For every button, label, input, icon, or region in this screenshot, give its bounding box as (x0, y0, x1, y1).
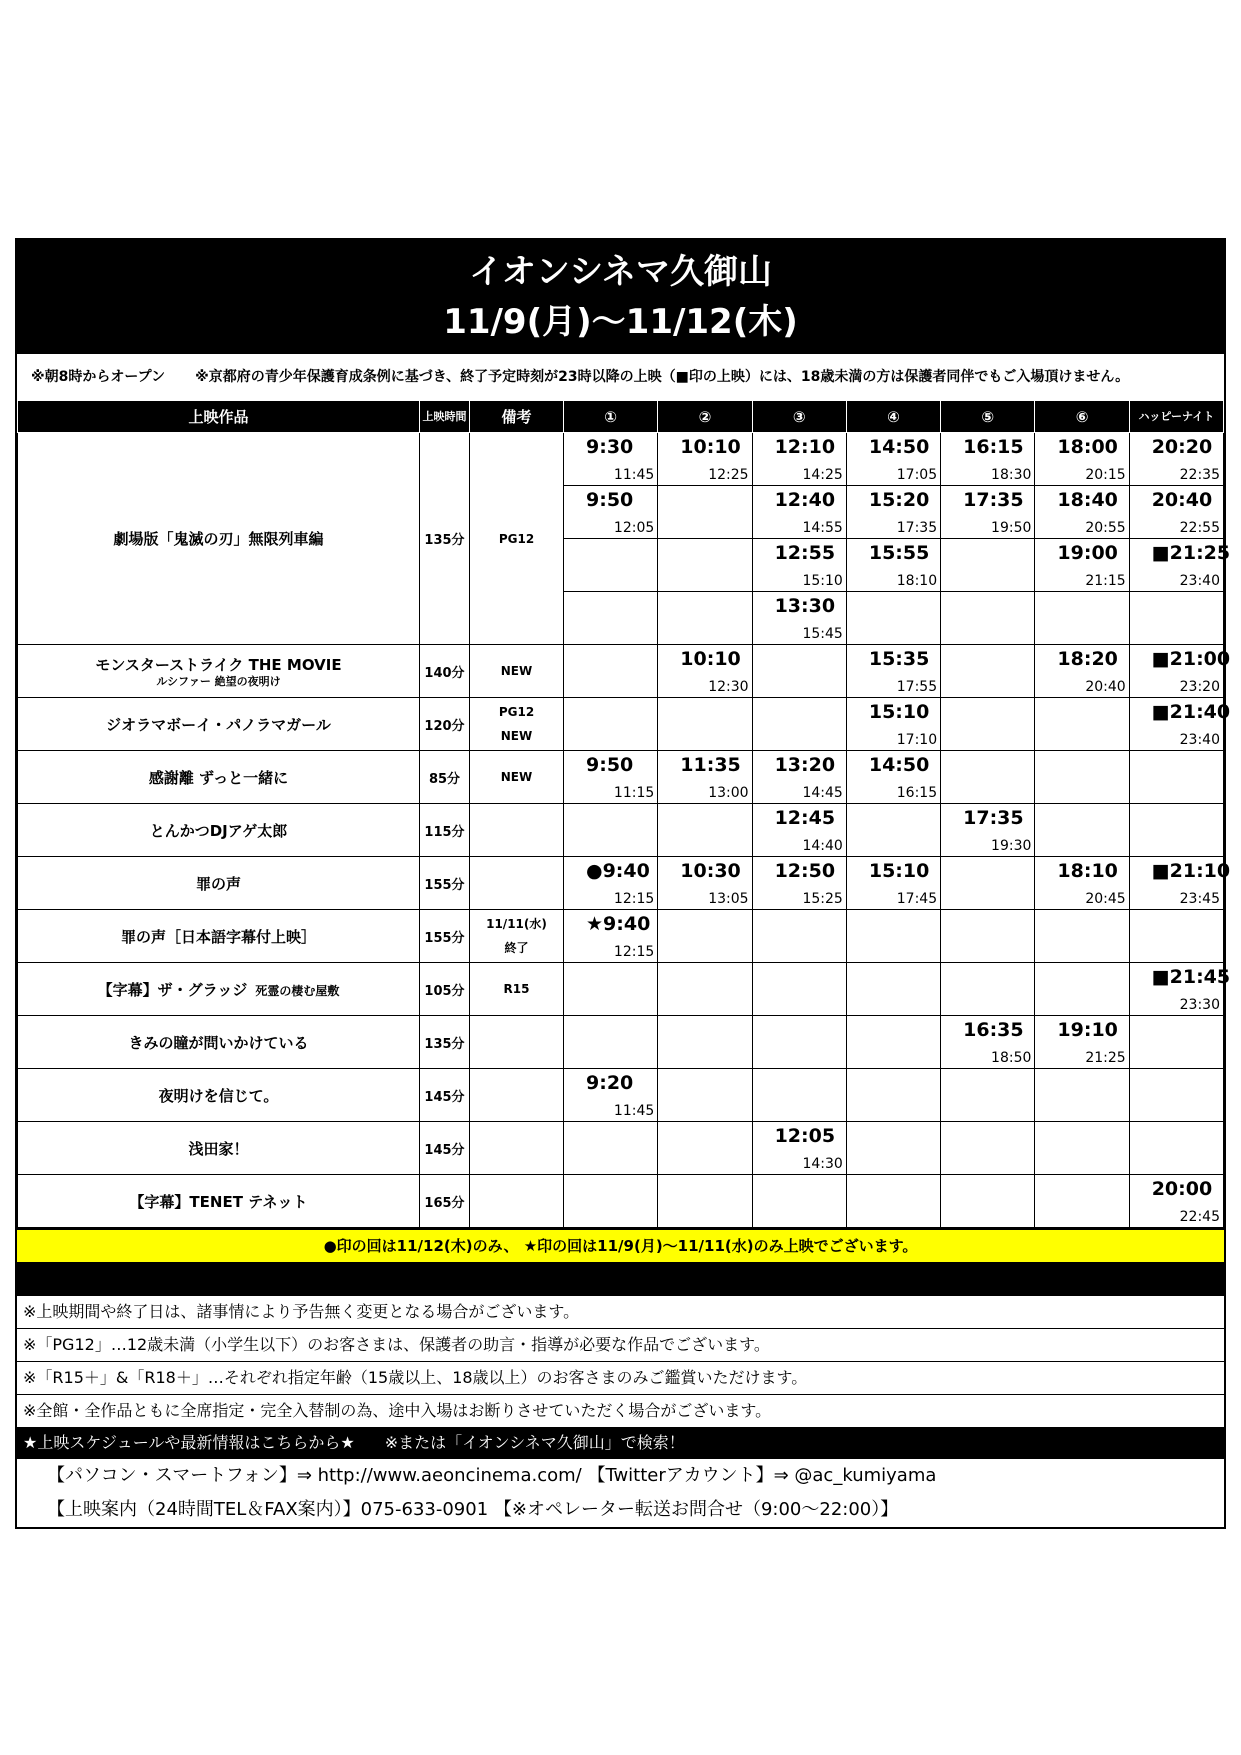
showtime-cell (658, 539, 752, 592)
showtime-cell (1129, 804, 1223, 857)
end-time: 17:10 (896, 732, 938, 748)
showtime-cell (752, 910, 846, 963)
showtime-cell[interactable] (752, 592, 846, 645)
showtime-cell (564, 539, 658, 592)
movie-notes (470, 1016, 564, 1069)
end-time: 21:25 (1085, 1050, 1126, 1066)
end-time: 12:25 (708, 467, 749, 483)
table-row (18, 751, 1224, 804)
start-time: 12:05 (774, 1125, 836, 1147)
showtime-cell (846, 963, 940, 1016)
info-bar (17, 1427, 1224, 1459)
showtime-cell (1129, 910, 1223, 963)
start-time: ★9:40 (586, 913, 651, 935)
showtime-cell (941, 910, 1035, 963)
movie-note: 11/11(水) (486, 917, 547, 931)
showtime-cell[interactable] (1129, 857, 1231, 910)
movie-notes (470, 751, 564, 804)
movie-title-cell (18, 1016, 420, 1069)
showtime-cell (1035, 592, 1129, 645)
end-time: 23:40 (1179, 732, 1220, 748)
movie-title: モンスターストライク THE MOVIE (95, 655, 342, 674)
showtime-cell (564, 1016, 658, 1069)
movie-length: 105分 (420, 963, 470, 1016)
showtime-cell (564, 1122, 658, 1175)
movie-notes (470, 857, 564, 910)
end-time: 11:45 (613, 467, 655, 483)
start-time: 17:35 (963, 489, 1024, 511)
movie-title-cell (18, 1069, 420, 1122)
showtime-cell (846, 1175, 940, 1228)
showtime-cell (941, 857, 1035, 910)
showtime-cell[interactable] (846, 645, 940, 698)
showtime-cell[interactable] (752, 539, 846, 592)
movie-subtitle: ルシファー 絶望の夜明け (156, 674, 281, 688)
showtime-cell (658, 963, 752, 1016)
end-time: 12:15 (613, 944, 655, 960)
end-time: 14:55 (802, 520, 843, 536)
showtime-cell[interactable] (564, 486, 658, 539)
showtime-cell (941, 539, 1035, 592)
showtime-cell[interactable] (752, 1122, 846, 1175)
movie-length: 165分 (420, 1175, 470, 1228)
movie-notes (470, 804, 564, 857)
showtime-cell (941, 1122, 1035, 1175)
start-time: 15:20 (868, 489, 930, 511)
showtime-cell (1035, 698, 1129, 751)
end-time: 20:55 (1085, 520, 1126, 536)
showtime-cell (752, 963, 846, 1016)
movie-length: 115分 (420, 804, 470, 857)
showtime-cell (1129, 1122, 1223, 1175)
end-time: 20:45 (1085, 891, 1126, 907)
movie-length: 155分 (420, 910, 470, 963)
contact-phone: 【上映案内（24時間TEL＆FAX案内）】075-633-0901 【※オペレーター転送お問合せ（9:00〜22:00）】 (47, 1499, 899, 1520)
showtime-cell[interactable] (658, 857, 752, 910)
movie-notes (470, 910, 564, 963)
showtime-cell[interactable] (846, 433, 940, 486)
showtime-cell (941, 751, 1035, 804)
showtime-cell[interactable] (1129, 486, 1223, 539)
showtime-cell (564, 804, 658, 857)
start-time: 13:20 (774, 754, 836, 776)
start-time: 15:10 (868, 860, 930, 882)
ordinance-notice: ※京都府の青少年保護育成条例に基づき、終了予定時刻が23時以降の上映（■印の上映）には、18歳未満の方は保護者同伴でもご入場頂けません。 (195, 369, 1130, 385)
showtime-cell[interactable] (1035, 857, 1129, 910)
end-time: 15:45 (802, 626, 843, 642)
showtime-cell[interactable] (564, 910, 658, 963)
end-time: 23:45 (1179, 891, 1220, 907)
showtime-cell (658, 1069, 752, 1122)
showtime-cell[interactable] (564, 1069, 658, 1122)
showtime-cell[interactable] (658, 433, 752, 486)
end-time: 23:40 (1179, 573, 1220, 589)
start-time: ■21:00 (1151, 648, 1231, 670)
info-search: ※または「イオンシネマ久御山」で検索！ (384, 1433, 685, 1452)
showtime-cell[interactable] (1129, 1175, 1223, 1228)
showtime-cell (658, 698, 752, 751)
showtime-cell (1035, 1069, 1129, 1122)
showtime-cell[interactable] (1129, 433, 1223, 486)
end-time: 19:30 (991, 838, 1032, 854)
movie-title: 感謝離 ずっと一緒に (148, 768, 289, 787)
showtime-cell (564, 592, 658, 645)
start-time: 18:00 (1057, 436, 1118, 458)
showtime-cell (658, 910, 752, 963)
showtime-cell (564, 645, 658, 698)
start-time: 18:40 (1057, 489, 1118, 511)
start-time: 17:35 (963, 807, 1024, 829)
start-time: ■21:40 (1151, 701, 1231, 723)
table-row (18, 645, 1224, 698)
start-time: 9:30 (586, 436, 634, 458)
col-note: 備考 (470, 401, 564, 433)
end-time: 15:10 (802, 573, 843, 589)
showtime-cell[interactable] (1035, 1016, 1129, 1069)
col-length: 上映時間 (420, 401, 470, 433)
end-time: 11:15 (613, 785, 655, 801)
start-time: 16:15 (963, 436, 1024, 458)
showtime-cell (752, 1069, 846, 1122)
remark-2: ※「PG12」…12歳未満（小学生以下）のお客さまは、保護者の助言・指導が必要な作品でございます。 (17, 1328, 1224, 1361)
end-time: 12:05 (613, 520, 655, 536)
table-row (18, 857, 1224, 910)
showtime-cell (1035, 1122, 1129, 1175)
start-time: 19:10 (1057, 1019, 1118, 1041)
showtime-cell[interactable] (1129, 645, 1231, 698)
start-time: 18:20 (1057, 648, 1118, 670)
showtime-cell (941, 645, 1035, 698)
start-time: 12:45 (774, 807, 836, 829)
showtime-cell (941, 1069, 1035, 1122)
start-time: 13:30 (774, 595, 836, 617)
end-time: 18:50 (991, 1050, 1032, 1066)
movie-length: 135分 (420, 1016, 470, 1069)
end-time: 14:45 (802, 785, 843, 801)
end-time: 12:15 (613, 891, 655, 907)
showtime-cell (846, 804, 940, 857)
col-happy-night: ハッピーナイト (1129, 401, 1223, 433)
start-time: 10:10 (680, 436, 741, 458)
showtime-cell[interactable] (752, 804, 846, 857)
info-schedule: ★上映スケジュールや最新情報はこちらから★ (23, 1433, 355, 1452)
movie-note: NEW (500, 729, 533, 743)
showtime-cell[interactable] (752, 857, 846, 910)
table-row (18, 1122, 1224, 1175)
end-time: 22:55 (1179, 520, 1220, 536)
movie-title-cell (18, 698, 420, 751)
legend: ●印の回は11/12(木)のみ、 ★印の回は11/9(月)〜11/11(水)のみ上映でございます。 (17, 1228, 1224, 1262)
showtime-cell (846, 1069, 940, 1122)
movie-length: 155分 (420, 857, 470, 910)
start-time: 15:55 (868, 542, 930, 564)
end-time: 14:40 (802, 838, 843, 854)
showtime-cell[interactable] (1035, 486, 1129, 539)
showtime-cell[interactable] (846, 751, 940, 804)
end-time: 17:45 (896, 891, 938, 907)
showtime-cell (846, 592, 940, 645)
end-time: 14:25 (802, 467, 843, 483)
end-time: 14:30 (802, 1156, 843, 1172)
showtime-cell[interactable] (941, 1016, 1035, 1069)
open-notice: ※朝8時からオープン (31, 369, 166, 385)
showtime-cell (564, 963, 658, 1016)
movie-notes (470, 1122, 564, 1175)
start-time: ●9:40 (586, 860, 650, 882)
col-slot-6: ⑥ (1035, 401, 1129, 433)
showtime-cell[interactable] (846, 698, 940, 751)
start-time: 10:30 (680, 860, 741, 882)
showtime-cell (1129, 751, 1223, 804)
showtime-cell (752, 1175, 846, 1228)
col-slot-1: ① (564, 401, 658, 433)
movie-note: PG12 (498, 531, 535, 546)
contact-web: 【パソコン・スマートフォン】⇒ http://www.aeoncinema.com/ 【Twitterアカウント】⇒ @ac_kumiyama (47, 1465, 937, 1486)
movie-title-cell (18, 433, 420, 645)
showtime-cell[interactable] (564, 857, 658, 910)
movie-notes (470, 698, 564, 751)
showtime-cell (846, 910, 940, 963)
schedule-table (17, 400, 1231, 1228)
start-time: 9:20 (586, 1072, 634, 1094)
table-row (18, 804, 1224, 857)
col-title: 上映作品 (18, 401, 420, 433)
movie-title: 罪の声［日本語字幕付上映］ (120, 927, 316, 946)
showtime-cell (564, 698, 658, 751)
start-time: 10:10 (680, 648, 741, 670)
movie-notes (470, 1175, 564, 1228)
showtime-cell[interactable] (1035, 645, 1129, 698)
end-time: 22:35 (1179, 467, 1220, 483)
showtime-cell[interactable] (941, 486, 1035, 539)
showtime-cell[interactable] (941, 804, 1035, 857)
showtime-cell (564, 1175, 658, 1228)
movie-note: R15 (503, 982, 530, 996)
movie-length: 135分 (420, 433, 470, 645)
showtime-cell[interactable] (1129, 698, 1231, 751)
showtime-cell[interactable] (752, 751, 846, 804)
movie-title: 罪の声 (195, 874, 241, 893)
movie-title: 【字幕】TENET テネット (129, 1192, 308, 1211)
movie-title: 夜明けを信じて。 (158, 1086, 279, 1105)
movie-title: 【字幕】ザ・グラッジ (97, 980, 248, 999)
showtime-cell[interactable] (564, 433, 658, 486)
showtime-cell[interactable] (941, 433, 1035, 486)
start-time: 12:55 (774, 542, 836, 564)
start-time: ■21:45 (1151, 966, 1231, 988)
showtime-cell[interactable] (564, 751, 658, 804)
table-row (18, 963, 1224, 1016)
showtime-cell (941, 963, 1035, 1016)
end-time: 13:00 (708, 785, 749, 801)
movie-title-cell (18, 1122, 420, 1175)
remark-4: ※全館・全作品ともに全席指定・完全入替制の為、途中入場はお断りさせていただく場合がございます。 (17, 1394, 1224, 1427)
showtime-cell[interactable] (752, 433, 846, 486)
movie-length: 145分 (420, 1122, 470, 1175)
notice-bar (17, 352, 1224, 400)
showtime-cell (846, 1122, 940, 1175)
showtime-cell[interactable] (1035, 433, 1129, 486)
movie-title-cell (18, 751, 420, 804)
end-time: 20:15 (1085, 467, 1126, 483)
end-time: 12:30 (708, 679, 749, 695)
end-time: 23:20 (1179, 679, 1220, 695)
showtime-cell (1129, 1016, 1223, 1069)
col-slot-3: ③ (752, 401, 846, 433)
start-time: 12:10 (774, 436, 836, 458)
table-row (18, 698, 1224, 751)
end-time: 15:25 (802, 891, 843, 907)
showtime-cell[interactable] (846, 539, 940, 592)
header (17, 240, 1224, 352)
showtime-cell[interactable] (846, 486, 940, 539)
start-time: 20:20 (1151, 436, 1213, 458)
showtime-cell (1129, 592, 1223, 645)
end-time: 20:40 (1085, 679, 1126, 695)
movie-title: とんかつDJアゲ太郎 (149, 821, 288, 840)
movie-note: 終了 (504, 941, 529, 955)
end-time: 18:10 (896, 573, 938, 589)
col-slot-5: ⑤ (941, 401, 1035, 433)
movie-title-cell (18, 963, 420, 1016)
col-slot-4: ④ (846, 401, 940, 433)
showtime-cell (941, 1175, 1035, 1228)
end-time: 22:45 (1179, 1209, 1220, 1225)
showtime-cell (658, 486, 752, 539)
start-time: 20:00 (1151, 1178, 1213, 1200)
showtime-cell (846, 1016, 940, 1069)
start-time: 14:50 (868, 436, 930, 458)
showtime-cell (941, 592, 1035, 645)
showtime-cell[interactable] (846, 857, 940, 910)
end-time: 19:50 (991, 520, 1032, 536)
movie-title: きみの瞳が問いかけている (128, 1033, 309, 1052)
remark-1: ※上映期間や終了日は、諸事情により予告無く変更となる場合がございます。 (17, 1294, 1224, 1328)
table-header-row (18, 401, 1224, 433)
table-row (18, 1016, 1224, 1069)
end-time: 23:30 (1179, 997, 1220, 1013)
movie-title-cell (18, 857, 420, 910)
movie-title-cell (18, 910, 420, 963)
movie-length: 85分 (420, 751, 470, 804)
movie-length: 145分 (420, 1069, 470, 1122)
movie-length: 120分 (420, 698, 470, 751)
start-time: 14:50 (868, 754, 930, 776)
start-time: 11:35 (680, 754, 741, 776)
movie-title: 浅田家！ (188, 1139, 249, 1158)
start-time: 12:40 (774, 489, 836, 511)
start-time: ■21:10 (1151, 860, 1231, 882)
movie-notes (470, 1069, 564, 1122)
cinema-name: イオンシネマ久御山 (468, 252, 773, 292)
showtime-cell (1129, 1069, 1223, 1122)
movie-title: ジオラマボーイ・パノラマガール (106, 715, 331, 734)
schedule-period: 11/9(月)〜11/12(木) (443, 302, 798, 342)
table-row (18, 1069, 1224, 1122)
remark-3: ※「R15＋」&「R18＋」…それぞれ指定年齢（15歳以上、18歳以上）のお客さまのみご鑑賞いただけます。 (17, 1361, 1224, 1394)
movie-notes (470, 433, 564, 645)
start-time: 19:00 (1057, 542, 1118, 564)
movie-title-small: 死霊の棲む屋敷 (255, 983, 340, 998)
movie-title-cell (18, 1175, 420, 1228)
showtime-cell (1035, 1175, 1129, 1228)
start-time: 16:35 (963, 1019, 1024, 1041)
movie-notes (470, 963, 564, 1016)
end-time: 17:05 (896, 467, 938, 483)
start-time: 18:10 (1057, 860, 1118, 882)
movie-title: 劇場版「鬼滅の刃」無限列車編 (113, 530, 324, 548)
schedule-body (18, 433, 1231, 1228)
black-divider (17, 1262, 1224, 1294)
start-time: 15:10 (868, 701, 930, 723)
start-time: ■21:25 (1151, 542, 1231, 564)
table-row (18, 1175, 1224, 1228)
showtime-cell (658, 804, 752, 857)
showtime-cell (658, 1016, 752, 1069)
movie-note: NEW (500, 664, 533, 678)
start-time: 20:40 (1151, 489, 1213, 511)
showtime-cell[interactable] (658, 645, 752, 698)
showtime-cell (1035, 804, 1129, 857)
showtime-cell (752, 1016, 846, 1069)
showtime-cell (752, 698, 846, 751)
table-row (18, 433, 1224, 486)
movie-title-cell (18, 804, 420, 857)
showtime-cell[interactable] (1129, 539, 1231, 592)
end-time: 21:15 (1085, 573, 1126, 589)
start-time: 12:50 (774, 860, 836, 882)
showtime-cell[interactable] (752, 486, 846, 539)
showtime-cell (1035, 910, 1129, 963)
showtime-cell[interactable] (658, 751, 752, 804)
end-time: 17:55 (896, 679, 938, 695)
end-time: 17:35 (896, 520, 938, 536)
showtime-cell[interactable] (1035, 539, 1129, 592)
movie-notes (470, 645, 564, 698)
end-time: 16:15 (896, 785, 938, 801)
showtime-cell (752, 645, 846, 698)
end-time: 18:30 (991, 467, 1032, 483)
start-time: 9:50 (586, 754, 634, 776)
col-slot-2: ② (658, 401, 752, 433)
table-row (18, 910, 1224, 963)
schedule-sheet (15, 238, 1231, 1529)
end-time: 13:05 (708, 891, 749, 907)
movie-length: 140分 (420, 645, 470, 698)
start-time: 9:50 (586, 489, 634, 511)
showtime-cell (941, 698, 1035, 751)
movie-note: NEW (500, 770, 533, 784)
showtime-cell (658, 1175, 752, 1228)
showtime-cell (658, 592, 752, 645)
showtime-cell (1035, 751, 1129, 804)
showtime-cell (658, 1122, 752, 1175)
movie-note: PG12 (498, 705, 535, 719)
start-time: 15:35 (868, 648, 930, 670)
end-time: 11:45 (613, 1103, 655, 1119)
showtime-cell (1035, 963, 1129, 1016)
showtime-cell[interactable] (1129, 963, 1231, 1016)
movie-title-cell (18, 645, 420, 698)
